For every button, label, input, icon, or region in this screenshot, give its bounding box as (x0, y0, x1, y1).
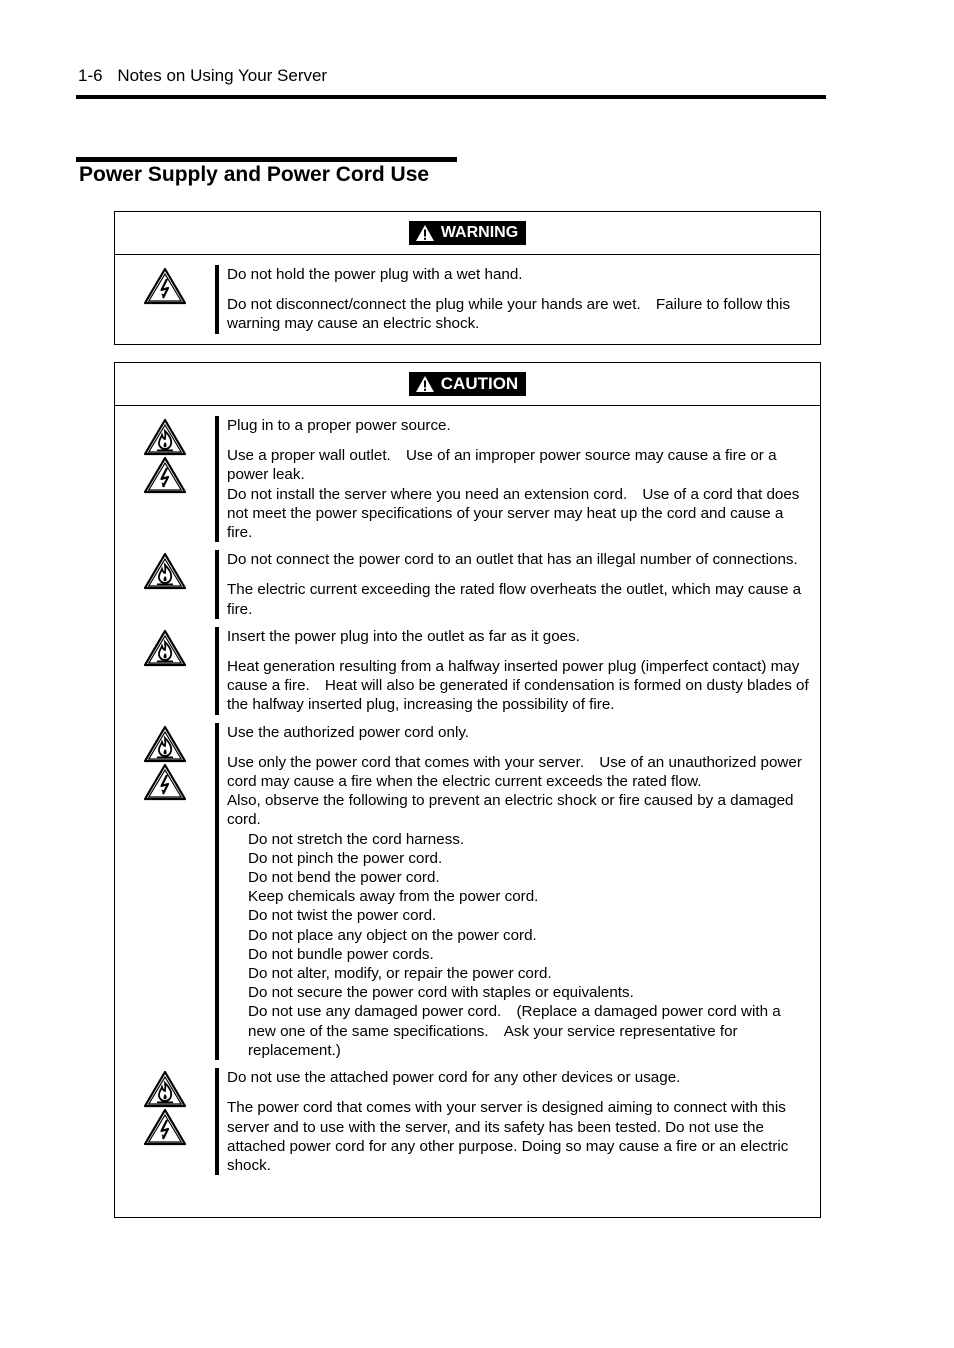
caution-body (115, 406, 820, 1185)
list-item: Do not alter, modify, or repair the power cord. (248, 965, 552, 983)
list-item: Do not pinch the power cord. (248, 849, 443, 867)
hazard-icons (115, 1068, 215, 1175)
warning-header (115, 212, 820, 255)
electric-shock-icon (143, 267, 187, 305)
caution-label: CAUTION (440, 374, 519, 393)
fire-icon (143, 629, 187, 667)
list-item: Do not bend the power cord. (248, 869, 440, 887)
hazard-icons (115, 416, 215, 542)
warning-triangle-icon (415, 224, 435, 242)
caution-box (114, 362, 821, 1218)
hazard-icons (115, 627, 215, 715)
chapter-title: Notes on Using Your Server (117, 66, 328, 85)
safety-entry (115, 416, 820, 542)
hazard-icons (115, 723, 215, 1060)
entry-text (215, 1068, 810, 1175)
hazard-icons (115, 550, 215, 619)
entry-body: Do not disconnect/connect the plug while your hands are wet. Failure to follow this warning may cause an electric shock. (227, 296, 791, 333)
list-item: Keep chemicals away from the power cord. (248, 888, 539, 906)
safety-entry (115, 723, 820, 1060)
fire-icon (143, 1070, 187, 1108)
list-item: Do not secure the power cord with staples or equivalents. (248, 984, 634, 1002)
list-item: Do not bundle power cords. (248, 945, 434, 963)
entry-body: The power cord that comes with your server is designed aiming to connect with this server and to use with the server, and its safety has been tested. Do not use the attached power cord for any other purpose. Doing so may cause a fire or an electric shock. (227, 1099, 789, 1174)
caution-triangle-icon (415, 375, 435, 393)
warning-body (115, 255, 820, 344)
caution-badge (409, 372, 526, 396)
safety-entry (115, 627, 820, 715)
entry-body: Use only the power cord that comes with your server. Use of an unauthorized power cord may cause a fire when the electric current exceeds the rated flow. (227, 753, 802, 791)
safety-entry (115, 550, 820, 619)
entry-body: Also, observe the following to prevent an electric shock or fire caused by a damaged cord. (227, 792, 794, 829)
entry-text (215, 627, 810, 715)
list-item: Do not use any damaged power cord. (Replace a damaged power cord with a new one of the same specifications. Ask your service representative for replacement.) (248, 1003, 781, 1059)
entry-title: Do not hold the power plug with a wet hand. (227, 266, 523, 283)
section-title: Power Supply and Power Cord Use (79, 163, 430, 186)
entry-title: Use the authorized power cord only. (227, 723, 470, 741)
page-number: 1-6 (78, 66, 103, 85)
entry-title: Do not use the attached power cord for any other devices or usage. (227, 1069, 681, 1087)
entry-body: Do not install the server where you need an extension cord. Use of a cord that does not meet the power specifications of your server may heat up the cord and cause a fire. (227, 485, 800, 542)
entry-title: Do not connect the power cord to an outlet that has an illegal number of connections. (227, 551, 798, 569)
entry-text (215, 265, 810, 334)
page-header (78, 66, 327, 86)
fire-icon (143, 552, 187, 590)
electric-shock-icon (143, 456, 187, 494)
entry-body: Use a proper wall outlet. Use of an improper power source may cause a fire or a power leak. (227, 447, 777, 484)
list-item: Do not stretch the cord harness. (248, 830, 465, 848)
entry-text (215, 723, 810, 1060)
entry-title: Plug in to a proper power source. (227, 417, 451, 434)
safety-entry (115, 1068, 820, 1175)
safety-entry (115, 265, 820, 334)
entry-text (215, 416, 810, 542)
list-item: Do not place any object on the power cord. (248, 926, 537, 944)
caution-header (115, 363, 820, 406)
entry-body: The electric current exceeding the rated flow overheats the outlet, which may cause a fire. (227, 581, 802, 618)
entry-title: Insert the power plug into the outlet as far as it goes. (227, 627, 580, 645)
entry-body: Heat generation resulting from a halfway inserted power plug (imperfect contact) may cause a fire. Heat will also be generated if condensation is formed on dusty blades of the halfway inserted plug, increasing the possibility of fire. (227, 658, 809, 714)
hazard-icons (115, 265, 215, 334)
section-rule (76, 157, 457, 162)
list-item: Do not twist the power cord. (248, 907, 437, 925)
entry-text (215, 550, 810, 619)
warning-label: WARNING (440, 224, 519, 241)
fire-icon (143, 418, 187, 456)
electric-shock-icon (143, 1108, 187, 1146)
fire-icon (143, 725, 187, 763)
warning-box (114, 211, 821, 345)
warning-badge (409, 221, 526, 245)
electric-shock-icon (143, 763, 187, 801)
header-rule (76, 95, 826, 99)
